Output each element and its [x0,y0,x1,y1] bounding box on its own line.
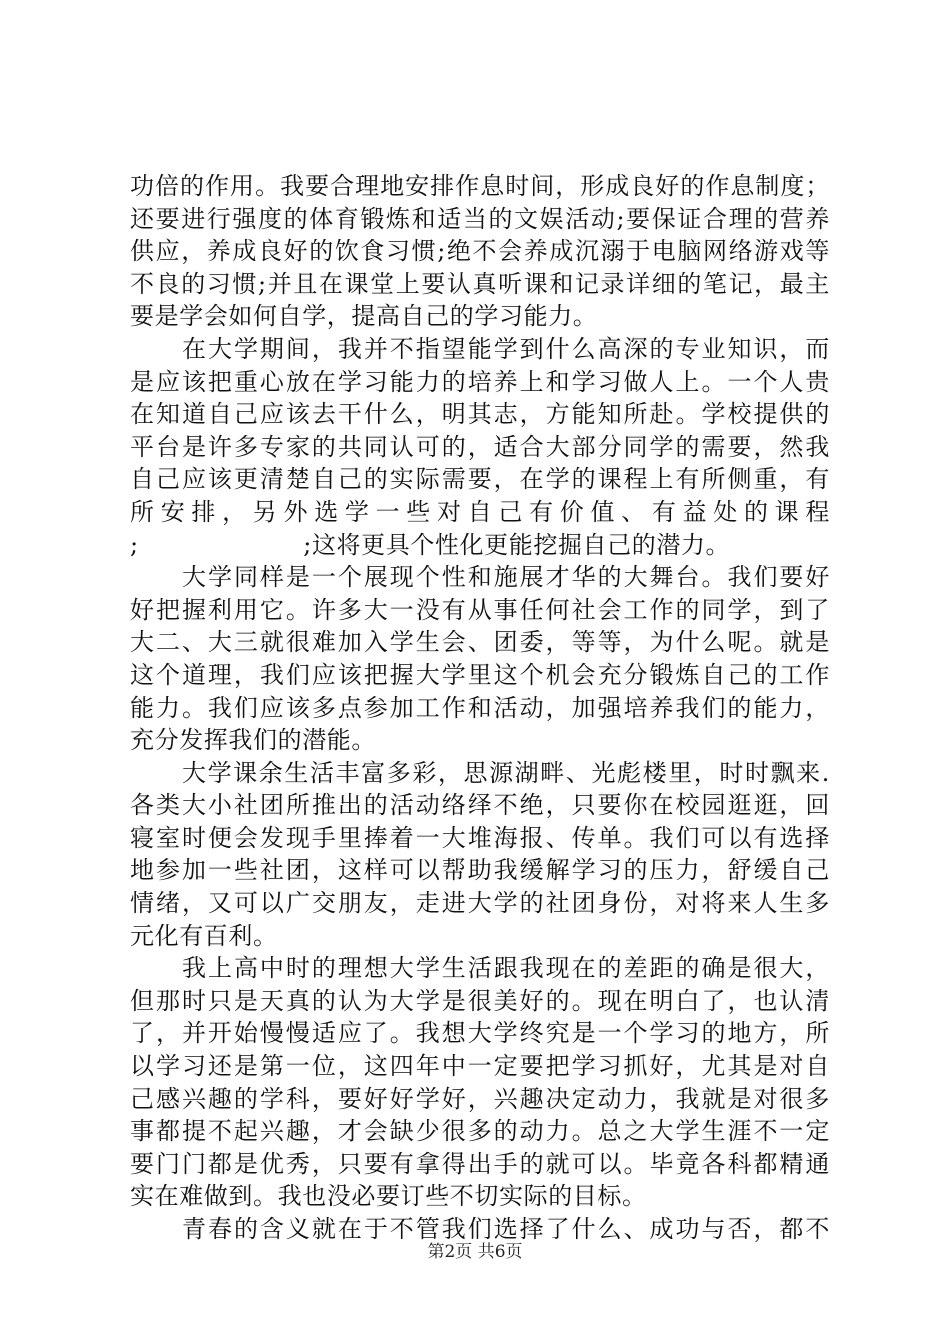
text-line: 要是学会如何自学，提高自己的学习能力。 [130,302,598,331]
page-number-footer: 第2页 共6页 [427,1242,523,1262]
text-line: 在大学期间，我并不指望能学到什么高深的专业知识，而 [182,334,830,363]
text-line: 了，并开始慢慢适应了。我想大学终究是一个学习的地方，所 [130,1019,830,1048]
text-line: 平台是许多专家的共同认可的，适合大部分同学的需要，然我 [130,432,830,461]
text-line: 充分发挥我们的潜能。 [130,726,376,755]
text-line: 不良的习惯;并且在课堂上要认真听课和记录详细的笔记，最主 [130,269,830,298]
text-line: 大学课余生活丰富多彩，思源湖畔、光彪楼里，时时飘来. [182,758,830,787]
text-line: 供应，养成良好的饮食习惯;绝不会养成沉溺于电脑网络游戏等 [130,237,830,266]
text-line: 好把握利用它。许多大一没有从事任何社会工作的同学，到了 [130,595,830,624]
text-line: 能力。我们应该多点参加工作和活动，加强培养我们的能力， [130,693,830,722]
text-line: 大学同样是一个展现个性和施展才华的大舞台。我们要好 [182,563,830,592]
text-line: 功倍的作用。我要合理地安排作息时间，形成良好的作息制度； [130,172,830,200]
text-line: 这个道理，我们应该把握大学里这个机会充分锻炼自己的工作 [130,660,830,689]
text-line: 实在难做到。我也没必要订些不切实际的目标。 [130,1182,647,1211]
text-line: ; ;这将更具个性化更能挖掘自己的潜力。 [130,530,731,559]
text-line: 情绪，又可以广交朋友，走进大学的社团身份，对将来人生多 [130,889,830,918]
text-line: 要门门都是优秀，只要有拿得出手的就可以。毕竟各科都精通 [130,1149,830,1178]
text-line: 各类大小社团所推出的活动络绎不绝，只要你在校园逛逛，回 [130,791,830,820]
text-line: 在知道自己应该去干什么，明其志，方能知所赴。学校提供的 [130,400,830,429]
text-line: 大二、大三就很难加入学生会、团委，等等，为什么呢。就是 [130,628,830,657]
text-line: 还要进行强度的体育锻炼和适当的文娱活动;要保证合理的营养 [130,204,830,233]
text-line: 寝室时便会发现手里捧着一大堆海报、传单。我们可以有选择 [130,823,830,852]
text-line: 事都提不起兴趣，才会缺少很多的动力。总之大学生涯不一定 [130,1117,830,1146]
text-line: 地参加一些社团，这样可以帮助我缓解学习的压力，舒缓自己 [130,856,830,885]
text-line: 我上高中时的理想大学生活跟我现在的差距的确是很大， [182,954,830,983]
text-line: 所安排，另外选学一些对自己有价值、有益处的课程 [130,497,830,526]
text-line: 己感兴趣的学科，要好好学好，兴趣决定动力，我就是对很多 [130,1084,830,1113]
text-line: 但那时只是天真的认为大学是很美好的。现在明白了，也认清 [130,986,830,1015]
text-line: 以学习还是第一位，这四年中一定要把学习抓好，尤其是对自 [130,1052,830,1081]
text-line: 青春的含义就在于不管我们选择了什么、成功与否，都不 [182,1215,830,1243]
body-text [130,170,830,1246]
text-line: 自己应该更清楚自己的实际需要，在学的课程上有所侧重，有 [130,465,830,494]
text-line: 元化有百利。 [130,921,278,950]
text-line: 是应该把重心放在学习能力的培养上和学习做人上。一个人贵 [130,367,830,396]
